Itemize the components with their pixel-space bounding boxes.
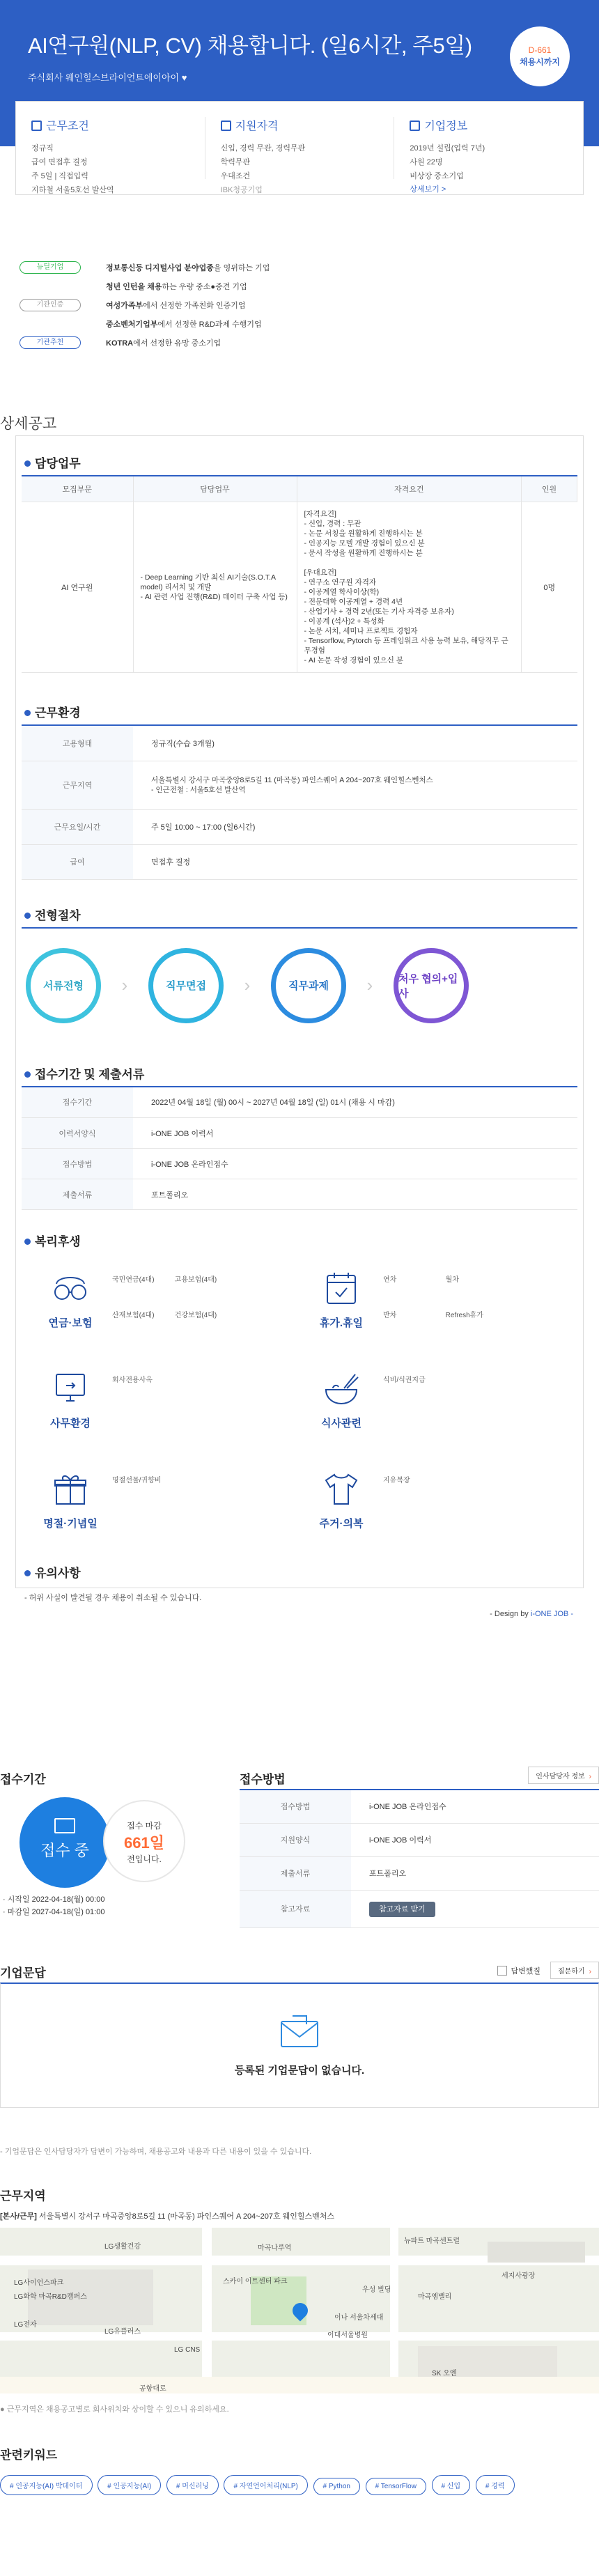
- gift-icon: [48, 1469, 93, 1510]
- shirt-icon: [319, 1469, 364, 1510]
- detail-title: 상세공고: [0, 416, 57, 432]
- job-title: AI연구원(NLP, CV) 채용합니다. (일6시간, 주5일): [28, 33, 472, 58]
- welfare-office: 사무환경 회사전용사옥: [29, 1369, 300, 1445]
- keyword-tag[interactable]: # 머신러닝: [166, 2475, 219, 2495]
- keyword-tag[interactable]: # 자연언어처리(NLP): [224, 2475, 307, 2495]
- qa-note: - 기업문답은 인사담당자가 답변이 가능하며, 채용공고와 내용과 다른 내용이 있을 수 있습니다.: [0, 2148, 312, 2156]
- summary-panel: [15, 101, 584, 195]
- welfare-grid: [22, 1253, 577, 1553]
- tag-row: 뉴딜기업 정보통신등 디지털사업 분야업종을 영위하는 기업: [20, 258, 270, 277]
- welfare-heading: 복리후생: [22, 1221, 577, 1253]
- tag-row: 청년 인턴을 채용하는 우량 중소●중견 기업: [106, 282, 247, 291]
- welfare-meal: 식사관련 식비/식권지급: [300, 1369, 570, 1445]
- person-icon: [221, 121, 231, 131]
- bowl-icon: [319, 1369, 364, 1409]
- chevron-right-icon: ›: [244, 975, 251, 995]
- deadline-badge: 접수 마감 661일 전입니다.: [103, 1800, 185, 1882]
- qa-empty: 등록된 기업문답이 없습니다.: [0, 1983, 599, 2108]
- apply-dates: · 시작일 2022-04-18(월) 00:00 · 마감일 2027-04-18(일) 01:00: [3, 1895, 105, 1916]
- process-heading: 전형절차: [22, 895, 577, 929]
- company-tags: [20, 258, 270, 352]
- keyword-tag[interactable]: # 신입: [432, 2475, 471, 2495]
- detail-post: [15, 435, 584, 1618]
- company-info: 기업정보 2019년 설립(업력 7년) 사원 22명 비상장 중소기업 상세보기 >: [410, 121, 485, 194]
- monitor-icon: [48, 1369, 93, 1409]
- download-ref-button[interactable]: 참고자료 받기: [369, 1902, 435, 1917]
- duty-heading: 담당업무: [22, 443, 577, 476]
- tag-row: 중소벤처기업부에서 선정한 R&D과제 수행기업: [106, 320, 262, 329]
- dday-badge: D-661 채용시까지: [510, 26, 570, 86]
- heart-icon[interactable]: ♥: [181, 72, 187, 83]
- step-1: 서류전형: [26, 948, 101, 1023]
- book-icon: [54, 1818, 75, 1833]
- env-table: 고용형태 정규직(수습 3개월) 근무지역 서울특별시 강서구 마곡중앙8로5길 11 (마곡동) 파인스퀘어 A 204~207호 웨인힐스벤처스 - 인근전철 : 서울5호선 발산역 근무요일/시간 주 5일 10:00 ~ 17:00 (일6시간) 급여 면접후 결정: [22, 726, 577, 880]
- glasses-icon: [48, 1268, 93, 1309]
- welfare-clothing: 주거·의복 지유복장: [300, 1469, 570, 1546]
- step-4: 처우 협의+입사: [394, 948, 469, 1023]
- process-steps: [22, 929, 577, 1044]
- chevron-right-icon: ›: [121, 975, 128, 995]
- keyword-tag[interactable]: # 경력: [476, 2475, 515, 2495]
- company-detail-link[interactable]: 상세보기 >: [410, 185, 446, 194]
- work-conditions: 근무조건 정규직 급여 면접후 결정 주 5일 | 직접입력 지하철 서울5호선 발산역: [16, 117, 205, 179]
- qa-section: 기업문답 답변했질 질문하기 › 등록된 기업문답이 없습니다. - 기업문답은 인사담당자가 답변이 가능하며, 채용공고와 내용과 다른 내용이 있을 수 있습니다.: [0, 1963, 599, 1980]
- env-heading: 근무환경: [22, 692, 577, 726]
- welfare-holiday: 명절·기념일 명절선물/귀향비: [29, 1469, 300, 1546]
- tag-row: 기관인증 여성가족부에서 선정한 가족친화 인증기업: [20, 295, 270, 314]
- apply-status-badge: 접수 중: [20, 1797, 110, 1888]
- location-note: ● 근무지역은 채용공고별로 회사위치와 상이할 수 있으니 유의하세요.: [0, 2405, 229, 2414]
- hr-info-button[interactable]: 인사담당자 정보 ›: [528, 1767, 599, 1784]
- keyword-tag[interactable]: # 인공지능(AI) 박데이터: [0, 2475, 93, 2495]
- calendar-icon: [319, 1268, 364, 1309]
- qualifications: 지원자격 신입, 경력 무관, 경력무관 학력무관 우대조건 IBK청공기업: [205, 117, 395, 179]
- keyword-tag[interactable]: # 인공지능(AI): [98, 2475, 161, 2495]
- chevron-right-icon: ›: [366, 975, 373, 995]
- location-section: 근무지역 [본사/근무] 서울특별시 강서구 마곡중앙8로5길 11 (마곡동) 파인스퀘어 A 204~207호 웨인힐스벤처스 LG생활건강 마곡나루역 뉴파트 마곡센트럴 LG사이언스파크 LG화학 마곡R&D캠퍼스 LG전자 LG유플러스 스카이 이트센터 파크 이대서울병원 마곡엠밸리 세지사광장 LG CNS SK 오엔 이나 서울차세대 우성 빌딩 공항대로 ● 근무지역은 채용공고별로 회사위치와 상이할 수 있으니 유의하세요.: [0, 2186, 599, 2221]
- building-icon: [410, 121, 420, 131]
- keyword-tag[interactable]: # TensorFlow: [366, 2478, 426, 2495]
- document-icon: [31, 121, 42, 131]
- step-3: 직무과제: [271, 948, 346, 1023]
- welfare-vacation: 휴가.휴일 연차 월차 반차 Refresh휴가: [300, 1268, 570, 1345]
- step-2: 직무면접: [148, 948, 224, 1023]
- welfare-pension: 연금·보험 국민연금(4대) 고용보험(4대) 산재보험(4대) 건강보험(4대): [29, 1268, 300, 1345]
- tag-row: 기관추천 KOTRA에서 선정한 유망 중소기업: [20, 333, 270, 352]
- mail-icon: [277, 2012, 322, 2051]
- apply-method-table: 접수방법 i-ONE JOB 온라인접수 지원양식 i-ONE JOB 이력서 제출서류 포트폴리오 참고자료 참고자료 받기: [240, 1789, 599, 1928]
- keywords-section: 관련키워드 # 인공지능(AI) 박데이터 # 인공지능(AI) # 머신러닝 # 자연언어처리(NLP) # Python # TensorFlow # 신입 # 경력: [0, 2445, 599, 2504]
- caution-heading: 유의사항: [22, 1553, 577, 1585]
- ask-button[interactable]: 질문하기 ›: [550, 1962, 599, 1979]
- keyword-list: [0, 2475, 599, 2504]
- receipt-table: 접수기간 2022년 04월 18일 (월) 00시 ~ 2027년 04월 18일 (일) 01시 (채용 시 마감) 이력서양식 i-ONE JOB 이력서 접수방법 i-ONE JOB 온라인접수 제출서류 포트폴리오: [22, 1087, 577, 1211]
- receipt-heading: 접수기간 및 제출서류: [22, 1054, 577, 1087]
- map[interactable]: LG생활건강 마곡나루역 뉴파트 마곡센트럴 LG사이언스파크 LG화학 마곡R&D캠퍼스 LG전자 LG유플러스 스카이 이트센터 파크 이대서울병원 마곡엠밸리 세지사광장 LG CNS SK 오엔 이나 서울차세대 우성 빌딩 공항대로: [0, 2228, 599, 2393]
- company-name[interactable]: 주식회사 웨인힐스브라이언트에이아이 ♥: [28, 72, 187, 83]
- answered-checkbox[interactable]: [497, 1966, 507, 1976]
- design-credit: - Design by i-ONE JOB -: [490, 1610, 573, 1618]
- caution-text: - 허위 사실이 발견될 경우 채용이 취소될 수 있습니다.: [24, 1594, 202, 1602]
- keyword-tag[interactable]: # Python: [313, 2478, 360, 2495]
- duty-table: 모집부문 담당업무 자격요건 인원 AI 연구원 - Deep Learning 기반 최신 AI기술(S.O.T.A model) 리서치 및 개발 - AI 관련 사업 진행(R&D) 데이터 구축 사업 등) [자격요건] - 신입, 경력 : 무관 - 논문 서칭을 원활하게 진행하시는 분 - 인공지능 모델 개발 경험이 있으신 분 - 문서 작성을 원활하게 진행하시는 분 [우대요건] - 연구소 연구원 자격자 - 이공계열 학사이상(학) - 전문대학 이공계열 + 경력 4년 - 산업기사 + 경력 2년(또는 기사 자격증 보유자) - 이공계 (석사)2 + 특성화 - 논문 서치, 세미나 프로젝트 경험자 - Tensorflow, Pytorch 등 프레임워크 사용 능력 보유, 해당직무 근무경험 - AI 논문 작성 경험이 있으신 분 0명: [22, 476, 577, 673]
